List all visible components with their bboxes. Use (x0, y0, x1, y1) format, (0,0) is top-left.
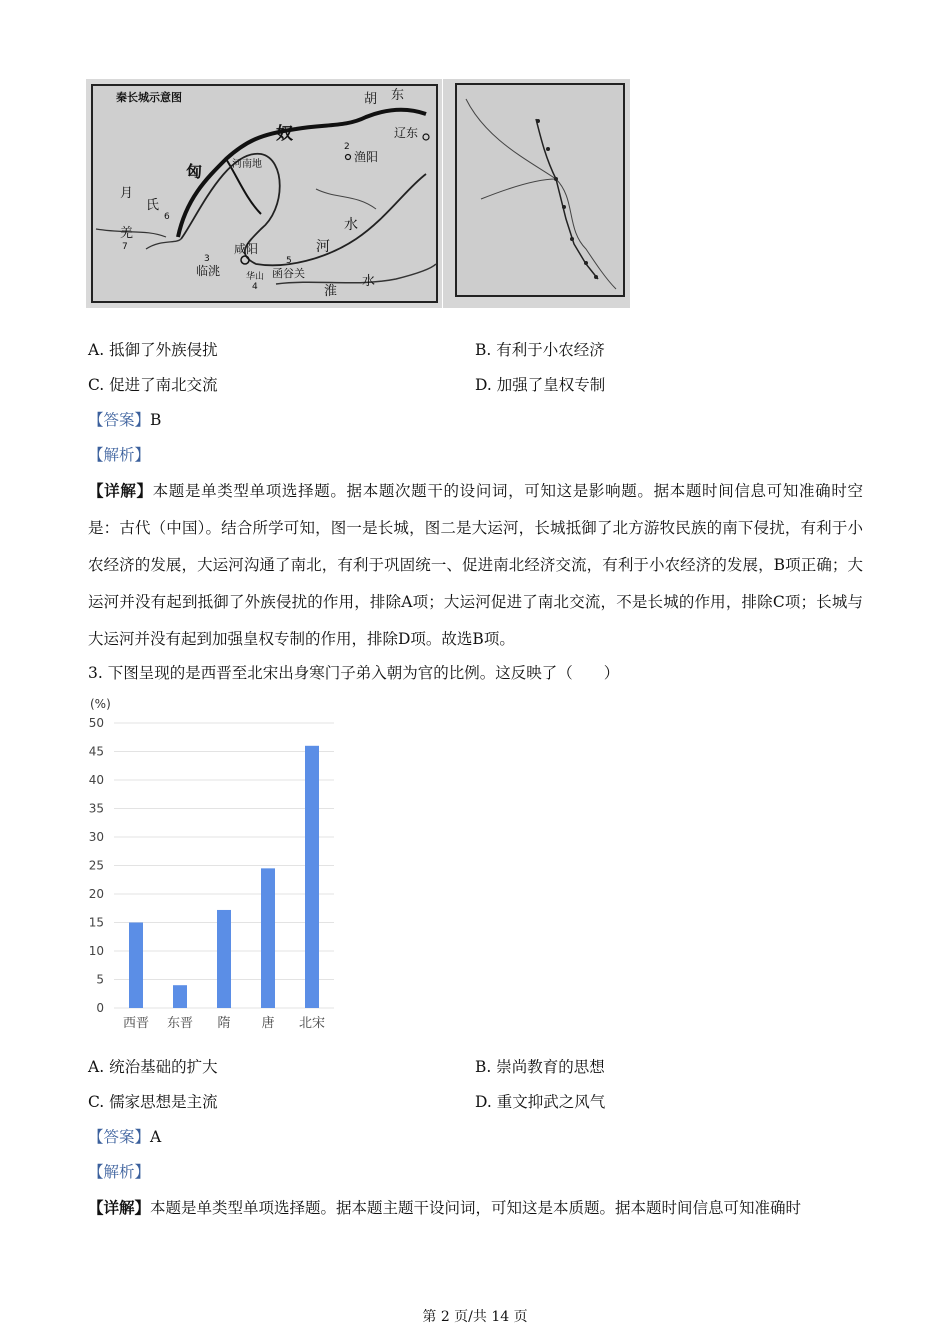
svg-text:3: 3 (204, 254, 210, 264)
x-tick-label: 隋 (217, 1016, 231, 1031)
svg-text:2: 2 (344, 142, 350, 152)
q2-option-c[interactable]: C. 促进了南北交流 (88, 376, 218, 394)
y-tick-label: 35 (88, 801, 104, 816)
y-tick-label: 30 (88, 830, 104, 844)
bar-2 (217, 910, 231, 1008)
map-title: 秦长城示意图 (116, 91, 182, 104)
x-tick-label: 西晋 (122, 1016, 150, 1031)
q3-analysis-tag: 【解析】 (88, 1163, 151, 1181)
page-footer: 第 2 页/共 14 页 (422, 1309, 528, 1325)
q3-detail: 【详解】本题是单类型单项选择题。据本题主题干设问词，可知这是本质题。据本题时间信息可知准确时 (88, 1198, 802, 1217)
bar-4 (305, 746, 319, 1008)
svg-text:月: 月 (120, 186, 134, 201)
y-tick-label: 20 (88, 887, 104, 901)
y-tick-label: 25 (88, 858, 104, 873)
svg-text:河: 河 (316, 239, 330, 255)
q3-stem: 3. 下图呈现的是西晋至北宋出身寒门子弟入朝为官的比例。这反映了（ ） (88, 664, 620, 682)
svg-text:胡: 胡 (364, 92, 378, 107)
svg-text:6: 6 (164, 212, 170, 222)
q3-bar-chart (84, 692, 344, 1037)
svg-text:辽东: 辽东 (394, 126, 419, 140)
q3-option-a[interactable]: A. 统治基础的扩大 (88, 1058, 218, 1076)
svg-text:奴: 奴 (276, 124, 293, 144)
svg-text:水: 水 (362, 274, 376, 289)
svg-text:华山: 华山 (246, 272, 265, 282)
bar-3 (261, 868, 275, 1008)
y-tick-label: 45 (88, 744, 104, 759)
svg-text:水: 水 (344, 217, 358, 233)
svg-text:临洮: 临洮 (196, 264, 221, 278)
svg-text:7: 7 (122, 242, 128, 252)
q3-option-c[interactable]: C. 儒家思想是主流 (88, 1093, 218, 1111)
svg-text:东: 东 (391, 88, 405, 103)
y-tick-label: 5 (96, 972, 104, 987)
x-tick-label: 唐 (261, 1016, 275, 1031)
svg-text:氏: 氏 (146, 198, 160, 213)
q3-option-b[interactable]: B. 崇尚教育的思想 (475, 1058, 605, 1076)
svg-text:匈: 匈 (186, 162, 203, 181)
q2-answer: 【答案】B (88, 411, 162, 429)
q3-answer: 【答案】A (88, 1128, 162, 1146)
x-tick-label: 北宋 (298, 1016, 326, 1031)
svg-text:羌: 羌 (120, 226, 134, 241)
x-tick-label: 东晋 (166, 1016, 194, 1031)
bar-1 (173, 985, 187, 1008)
y-tick-label: 0 (96, 1001, 104, 1015)
q2-option-a[interactable]: A. 抵御了外族侵扰 (88, 341, 218, 359)
y-tick-label: 50 (88, 716, 104, 730)
bar-chart-svg (84, 692, 344, 1037)
q2-option-d[interactable]: D. 加强了皇权专制 (475, 376, 606, 394)
y-tick-label: 10 (88, 944, 104, 958)
qin-great-wall-map (86, 79, 630, 308)
svg-text:淮: 淮 (324, 284, 338, 299)
svg-text:咸阳: 咸阳 (234, 242, 259, 256)
svg-text:渔阳: 渔阳 (354, 150, 379, 164)
q3-option-d[interactable]: D. 重文抑武之风气 (475, 1093, 606, 1111)
y-axis-label: (%) (90, 697, 111, 711)
q2-analysis-tag: 【解析】 (88, 446, 151, 464)
svg-text:4: 4 (252, 282, 258, 292)
y-tick-label: 15 (88, 915, 104, 930)
map-figure (86, 79, 630, 308)
q2-option-b[interactable]: B. 有利于小农经济 (475, 341, 605, 359)
svg-text:河南地: 河南地 (232, 159, 262, 170)
svg-text:函谷关: 函谷关 (272, 267, 305, 280)
bar-0 (129, 923, 143, 1009)
svg-text:5: 5 (286, 256, 292, 266)
y-tick-label: 40 (88, 773, 104, 787)
q2-detail: 【详解】本题是单类型单项选择题。据本题次题干的设问词，可知这是影响题。据本题时间信息可知准确时空是：古代（中国）。结合所学可知，图一是长城，图二是大运河，长城抵御了北方游牧民族的南下侵扰，有利于小农经济的发展，大运河沟通了南北，有利于巩固统一、促进南北经济交流，有利于小农经济的发展，B项正确；大运河并没有起到抵御了外族侵扰的作用，排除A项；大运河促进了南北交流，不是长城的作用，排除C项；长城与大运河并没有起到加强皇权专制的作用，排除D项。故选B项。 (88, 481, 863, 648)
